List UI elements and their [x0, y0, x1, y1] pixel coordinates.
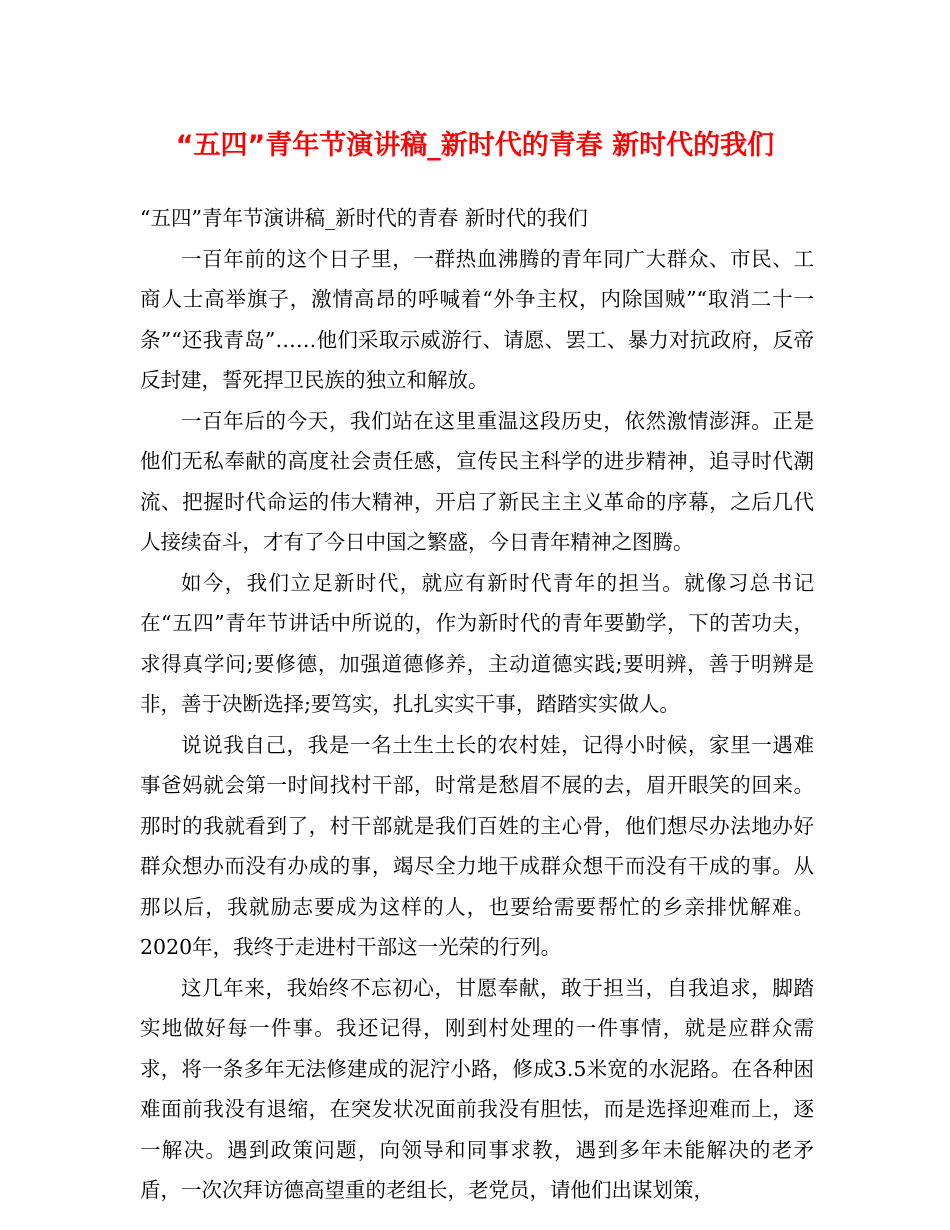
- paragraph: 如今，我们立足新时代，就应有新时代青年的担当。就像习总书记在“五四”青年节讲话中所说的，作为新时代的青年要勤学，下的苦功夫，求得真学问;要修德，加强道德修养，主动道德实践;要明辨，善于明辨是非，善于决断选择;要笃实，扎扎实实干事，踏踏实实做人。: [140, 570, 814, 716]
- document-title: “五四”青年节演讲稿_新时代的青春 新时代的我们: [175, 130, 775, 161]
- paragraph: 这几年来，我始终不忘初心，甘愿奉献，敢于担当，自我追求，脚踏实地做好每一件事。我还记得，刚到村处理的一件事情，就是应群众需求，将一条多年无法修建成的泥泞小路，修成3.5米宽的水泥路。在各种困难面前我没有退缩，在突发状况面前我没有胆怯，而是选择迎难而上，逐一解决。遇到政策问题，向领导和同事求教，遇到多年未能解决的老矛盾，一次次拜访德高望重的老组长，老党员，请他们出谋划策，: [140, 975, 814, 1202]
- document-subtitle: “五四”青年节演讲稿_新时代的青春 新时代的我们: [140, 206, 588, 230]
- paragraph: 一百年前的这个日子里，一群热血沸腾的青年同广大群众、市民、工商人士高举旗子，激情高昂的呼喊着“外争主权，内除国贼”“取消二十一条”“还我青岛”……他们采取示威游行、请愿、罢工、暴力对抗政府，反帝反封建，誓死捍卫民族的独立和解放。: [140, 246, 814, 392]
- paragraph: 说说我自己，我是一名土生土长的农村娃，记得小时候，家里一遇难事爸妈就会第一时间找村干部，时常是愁眉不展的去，眉开眼笑的回来。那时的我就看到了，村干部就是我们百姓的主心骨，他们想尽办法地办好群众想办而没有办成的事，竭尽全力地干成群众想干而没有干成的事。从那以后，我就励志要成为这样的人，也要给需要帮忙的乡亲排忧解难。2020年，我终于走进村干部这一光荣的行列。: [140, 732, 814, 959]
- paragraph: 一百年后的今天，我们站在这里重温这段历史，依然激情澎湃。正是他们无私奉献的高度社会责任感，宣传民主科学的进步精神，追寻时代潮流、把握时代命运的伟大精神，开启了新民主主义革命的序幕，之后几代人接续奋斗，才有了今日中国之繁盛，今日青年精神之图腾。: [140, 408, 814, 554]
- document-body: [140, 198, 814, 1211]
